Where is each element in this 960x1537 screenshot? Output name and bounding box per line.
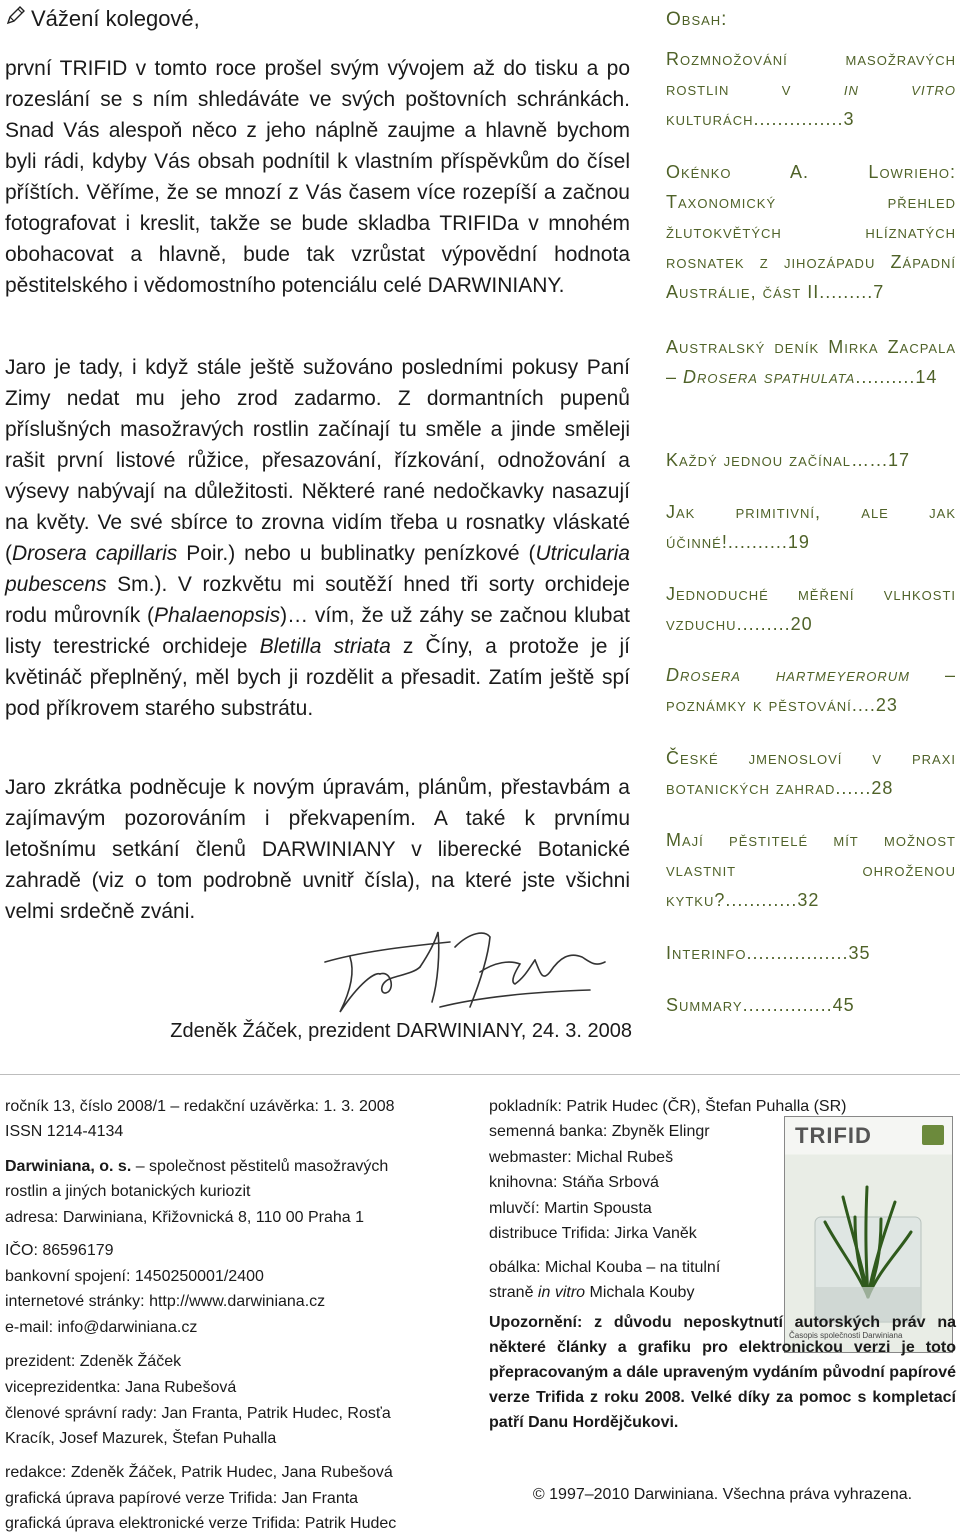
ico: IČO: 86596179 <box>5 1242 114 1259</box>
copyright-notice: Upozornění: z důvodu neposkytnutí autorských práv na některé články a grafiku pro elektronickou verzi je toto přepracovaným a dále upraveným vydáním původní papírové verze Trifida z roku 2008. Velké díky za pomoc s kompletací patří Danu Hordějčukovi. <box>489 1314 956 1431</box>
pencil-icon <box>5 3 27 34</box>
library: knihovna: Stáňa Srbová <box>489 1174 659 1191</box>
bank-account: bankovní spojení: 1450250001/2400 <box>5 1268 264 1285</box>
divider <box>0 1074 960 1075</box>
toc-item[interactable]: Jednoduché měření vlhkosti vzduchu.........20 <box>666 584 956 634</box>
letter-paragraph-1: první TRIFID v tomto roce prošel svým vývojem až do tisku a po rozeslání se s ním shledáváte ve svých poštovních schránkách. Snad Vás alespoň něco z jeho náplně zaujme a hlavně bychom byli rádi, kdyby Vás obsah podnítil k vlastním příspěvkům do čísel příštích. Věříme, že se mnozí z Vás časem více rozepíší a začnou fotografovat i kreslit, takže se bude skladba TRIFIDa v mnohém obohacovat a hlavně, bude tak vzrůstat výpovědní hodnota pěstitelského i vědomostního potenciálu celé DARWINIANY. <box>5 57 630 297</box>
greeting: Vážení kolegové, <box>31 5 200 31</box>
treasurer: pokladník: Patrik Hudec (ČR), Štefan Puhalla (SR) <box>489 1098 847 1115</box>
toc-item[interactable]: České jmenosloví v praxi botanických zahrad......28 <box>666 748 956 798</box>
toc-item[interactable]: Rozmnožování masožravých rostlin v in vitro kulturách...............3 <box>666 49 957 129</box>
vicepresident: viceprezidentka: Jana Rubešová <box>5 1379 237 1396</box>
toc-item[interactable]: Každý jednou začínal…...17 <box>666 450 911 470</box>
toc-item[interactable]: Jak primitivní, ale jak účinné!..........19 <box>666 502 956 552</box>
webmaster: webmaster: Michal Rubeš <box>489 1149 674 1166</box>
website-link[interactable]: internetové stránky: http://www.darwiniana.cz <box>5 1293 326 1310</box>
toc-item[interactable]: Drosera hartmeyerorum – poznámky k pěstování....23 <box>666 665 956 715</box>
board-members-cont: Kracík, Josef Mazurek, Štefan Puhalla <box>5 1430 277 1447</box>
layout-paper: grafická úprava papírové verze Trifida: Jan Franta <box>5 1490 359 1507</box>
cover-caption: Časopis společnosti Darwiniana <box>789 1330 903 1340</box>
editors: redakce: Zdeněk Žáček, Patrik Hudec, Jana Rubešová <box>5 1464 393 1481</box>
org-line: Darwiniana, o. s. – společnost pěstitelů masožravých <box>5 1158 389 1175</box>
issue-info: ročník 13, číslo 2008/1 – redakční uzávěrka: 1. 3. 2008 <box>5 1098 395 1115</box>
leaf-icon <box>922 1125 944 1145</box>
toc-heading: Obsah: <box>666 9 728 30</box>
toc-item[interactable]: Australský deník Mirka Zacpala – Drosera spathulata..........14 <box>666 337 956 387</box>
address: adresa: Darwiniana, Křižovnická 8, 110 00 Praha 1 <box>5 1209 365 1226</box>
cover-logo: TRIFID <box>795 1123 872 1148</box>
cover-credit-cont: straně in vitro Michala Kouby <box>489 1284 695 1301</box>
editorial-letter <box>5 0 632 1042</box>
handwritten-signature <box>320 912 620 1022</box>
cover-credit: obálka: Michal Kouba – na titulní <box>489 1259 721 1276</box>
org-desc: rostlin a jiných botanických kuriozit <box>5 1183 251 1200</box>
issn: ISSN 1214-4134 <box>5 1123 124 1140</box>
seed-bank: semenná banka: Zbyněk Elingr <box>489 1123 710 1140</box>
toc-item[interactable]: Summary...............45 <box>666 995 855 1015</box>
letter-paragraph-2: Jaro je tady, i když stále ještě sužováno posledními pokusy Paní Zimy nedat mu jeho zrod zadarmo. Z dormantních pupenů příslušných masožravých rostlin začínají tu směle a jinde směleji rašit první listové růžice, přesazování, řízkování, odnožování a výsevy nabývají na důležitosti. Některé rané nedočkavky nasazují na květy. Ve své sbírce to zrovna vidím třeba u rosnatky vláskaté (Drosera capillaris Poir.) nebo u bublinatky penízkové (Utricularia pubescens Sm.). V rozkvětu mi soutěží hned tři sorty orchideje rodu můrovník (Phalaenopsis)… vím, že už záhy se začnou klubat listy terestrické orchideje Bletilla striata z Číny, a protože je jí květináč přeplněný, měl bych ji rozdělit a přesadit. Zatím ještě spí pod příkrovem starého substrátu. <box>5 356 631 720</box>
signature-line: Zdeněk Žáček, prezident DARWINIANY, 24. 3. 2008 <box>170 1020 632 1042</box>
toc-item[interactable]: Interinfo.................35 <box>666 943 871 963</box>
letter-paragraph-3: Jaro zkrátka podněcuje k novým úpravám, plánům, přestavbám a zajímavým pozorováním i překvapením. A také k prvnímu letošnímu setkání členů DARWINIANY v liberecké Botanické zahradě (viz o tom podrobně uvnitř čísla), na které jste všichni velmi srdečně zváni. <box>5 776 630 923</box>
layout-electronic: grafická úprava elektronické verze Trifida: Patrik Hudec <box>5 1515 397 1532</box>
president: prezident: Zdeněk Žáček <box>5 1353 182 1370</box>
toc-item[interactable]: Okénko A. Lowrieho: Taxonomický přehled žlutokvětých hlíznatých rosnatek z jihozápadu Západní Austrálie, část II.........7 <box>666 162 956 302</box>
distribution: distribuce Trifida: Jirka Vaněk <box>489 1225 697 1242</box>
copyright-line: © 1997–2010 Darwiniana. Všechna práva vyhrazena. <box>532 1486 913 1503</box>
toc-item[interactable]: Mají pěstitelé mít možnost vlastnit ohroženou kytku?............32 <box>666 830 956 910</box>
plant-in-jar-image <box>803 1177 933 1327</box>
board-members: členové správní rady: Jan Franta, Patrik Hudec, Rosťa <box>5 1405 391 1422</box>
spokesman: mluvčí: Martin Spousta <box>489 1200 652 1217</box>
email-link[interactable]: e-mail: info@darwiniana.cz <box>5 1319 198 1336</box>
greeting-line <box>5 0 630 36</box>
